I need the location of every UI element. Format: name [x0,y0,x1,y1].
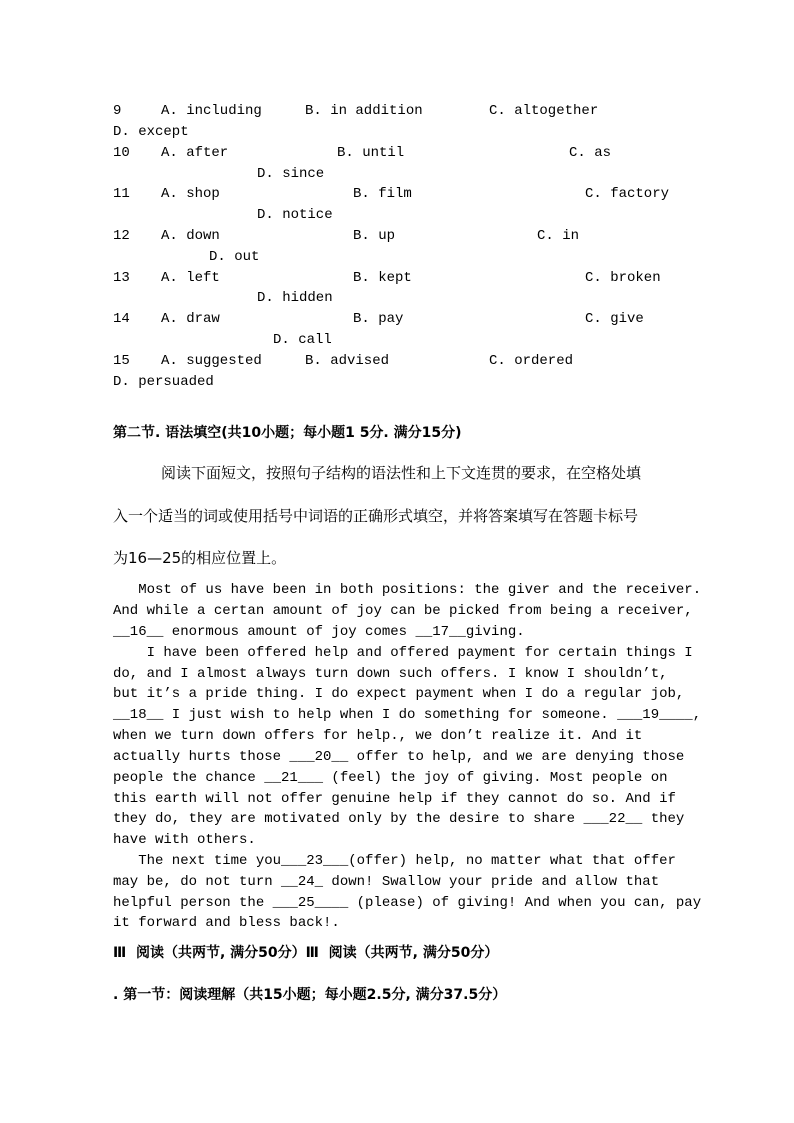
option-c: C. broken [585,270,661,286]
option-b: B. in addition [305,103,423,119]
question-number: 11 [113,186,130,202]
passage-line: they do, they are motivated only by the desire to share ___22__ they [113,811,685,827]
option-a: A. left [161,270,220,286]
option-b: B. up [353,228,396,244]
passage-line: people the chance __21___ (feel) the joy of giving. Most people on [113,770,668,786]
option-b: B. advised [305,353,390,369]
option-d: D. call [273,332,332,348]
option-c: C. as [569,145,612,161]
passage-line: have with others. [113,832,256,848]
option-d: D. notice [257,207,333,223]
instruction-line: 入一个适当的词或使用括号中词语的正确形式填空，并将答案填写在答题卡标号 [113,507,639,525]
option-a: A. down [161,228,220,244]
passage-line: when we turn down offers for help., we don’t realize it. And it [113,728,643,744]
option-c: C. factory [585,186,670,202]
option-a: A. suggested [161,353,262,369]
question-number: 10 [113,145,130,161]
option-d: D. hidden [257,290,333,306]
question-number: 13 [113,270,130,286]
passage-line: actually hurts those ___20__ offer to help, and we are denying those [113,749,685,765]
option-d: D. except [113,124,189,140]
passage-line: And while a certan amount of joy can be picked from being a receiver, [113,603,693,619]
passage-line: __18__ I just wish to help when I do something for someone. ___19____, [113,707,702,723]
section-3-heading: Ⅲ 阅读（共两节, 满分50分）Ⅲ 阅读（共两节, 满分50分） [113,945,499,961]
question-number: 15 [113,353,130,369]
passage-line: may be, do not turn __24_ down! Swallow your pride and allow that [113,874,660,890]
option-c: C. in [537,228,580,244]
option-b: B. film [353,186,412,202]
passage-line: Most of us have been in both positions: the giver and the receiver. [113,582,702,598]
question-number: 14 [113,311,130,327]
option-b: B. pay [353,311,404,327]
instruction-line: 为16—25的相应位置上。 [113,549,287,567]
passage-line: I have been offered help and offered payment for certain things I [113,645,693,661]
passage-line: __16__ enormous amount of joy comes __17__giving. [113,624,525,640]
passage-line: it forward and bless back!. [113,915,340,931]
option-d: D. since [257,166,325,182]
option-a: A. including [161,103,262,119]
question-number: 9 [113,103,122,119]
passage-line: helpful person the ___25____ (please) of giving! And when you can, pay [113,895,702,911]
option-d: D. out [209,249,260,265]
instruction-line: 阅读下面短文，按照句子结构的语法性和上下文连贯的要求，在空格处填 [161,464,642,482]
option-c: C. ordered [489,353,574,369]
question-number: 12 [113,228,130,244]
option-a: A. shop [161,186,220,202]
option-d: D. persuaded [113,374,214,390]
option-a: A. draw [161,311,220,327]
passage-line: The next time you___23___(offer) help, no matter what that offer [113,853,676,869]
passage-line: do, and I almost always turn down such offers. I know I shouldn’t, [113,666,668,682]
option-c: C. altogether [489,103,599,119]
passage-line: but it’s a pride thing. I do expect payment when I do a regular job, [113,686,685,702]
section-2-heading: 第二节. 语法填空(共10小题；每小题1 5分. 满分15分) [113,425,462,441]
option-b: B. kept [353,270,412,286]
option-c: C. give [585,311,644,327]
option-a: A. after [161,145,229,161]
option-b: B. until [337,145,405,161]
passage-line: this earth will not offer genuine help if they cannot do so. And if [113,791,676,807]
section-3-subheading: . 第一节：阅读理解（共15小题；每小题2.5分, 满分37.5分） [113,987,507,1003]
